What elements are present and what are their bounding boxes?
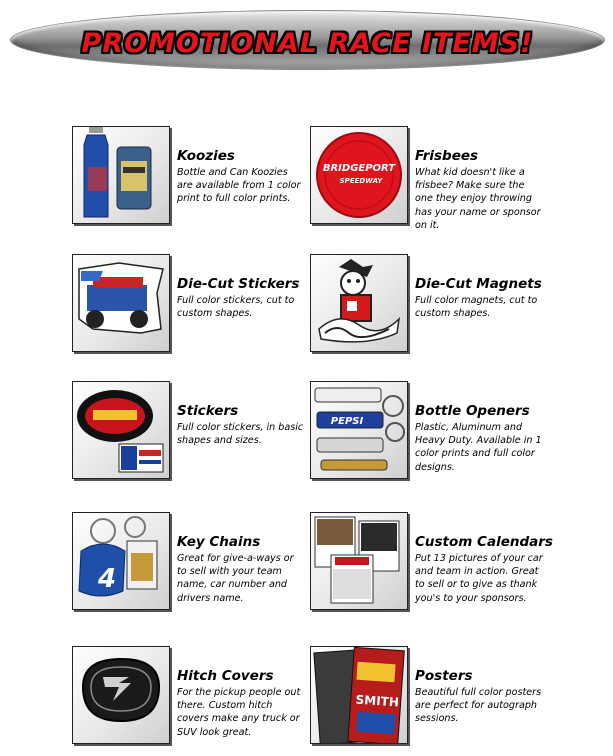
item-frisbees[interactable] — [310, 126, 610, 236]
item-description: What kid doesn't like a frisbee? Make sure the one they enjoy throwing has your name or sponsor on it. — [415, 167, 541, 231]
key-chains-image — [72, 512, 170, 610]
header-banner — [10, 10, 605, 70]
page-title: PROMOTIONAL RACE ITEMS! — [81, 28, 534, 59]
item-title: Die-Cut Magnets — [415, 276, 542, 292]
item-description: Great for give-a-ways or to sell with your team name, car number and drivers name. — [177, 553, 294, 604]
item-title: Die-Cut Stickers — [177, 276, 300, 292]
item-bottle-openers[interactable] — [310, 381, 610, 491]
koozies-image — [72, 126, 170, 224]
item-title: Posters — [415, 668, 473, 684]
item-description: Beautiful full color posters are perfect for autograph sessions. — [415, 687, 542, 725]
item-title: Bottle Openers — [415, 403, 530, 419]
stickers-image — [72, 381, 170, 479]
poster-name-text: SMITH — [355, 692, 400, 710]
custom-calendars-image — [310, 512, 408, 610]
die-cut-magnets-image — [310, 254, 408, 352]
die-cut-stickers-image — [72, 254, 170, 352]
item-die-cut-magnets[interactable] — [310, 254, 610, 364]
frisbee-sub-text: SPEEDWAY — [339, 177, 383, 185]
item-posters[interactable] — [310, 646, 610, 756]
item-title: Custom Calendars — [415, 534, 553, 550]
item-description: Bottle and Can Koozies are available from 1 color print to full color prints. — [177, 167, 301, 205]
item-description: Full color stickers, cut to custom shapes. — [177, 295, 295, 320]
item-title: Hitch Covers — [177, 668, 274, 684]
item-title: Koozies — [177, 148, 235, 164]
item-description: Put 13 pictures of your car and team in action. Great to sell or to give as thank you's to your sponsors. — [415, 553, 543, 604]
frisbees-image — [310, 126, 408, 224]
item-description: Full color magnets, cut to custom shapes. — [415, 295, 538, 320]
hitch-covers-image — [72, 646, 170, 744]
opener-brand-text: PEPSI — [330, 416, 364, 427]
posters-image — [310, 646, 408, 744]
item-title: Key Chains — [177, 534, 261, 550]
keychain-number-text: 4 — [97, 564, 117, 594]
bottle-openers-image — [310, 381, 408, 479]
item-description: Plastic, Aluminum and Heavy Duty. Available in 1 color prints and full color designs. — [415, 422, 542, 473]
frisbee-brand-text: BRIDGEPORT — [322, 163, 396, 174]
item-title: Stickers — [177, 403, 239, 419]
item-description: For the pickup people out there. Custom hitch covers make any truck or SUV look great. — [177, 687, 301, 738]
item-title: Frisbees — [415, 148, 479, 164]
item-description: Full color stickers, in basic shapes and sizes. — [177, 422, 304, 447]
item-custom-calendars[interactable] — [310, 512, 610, 622]
